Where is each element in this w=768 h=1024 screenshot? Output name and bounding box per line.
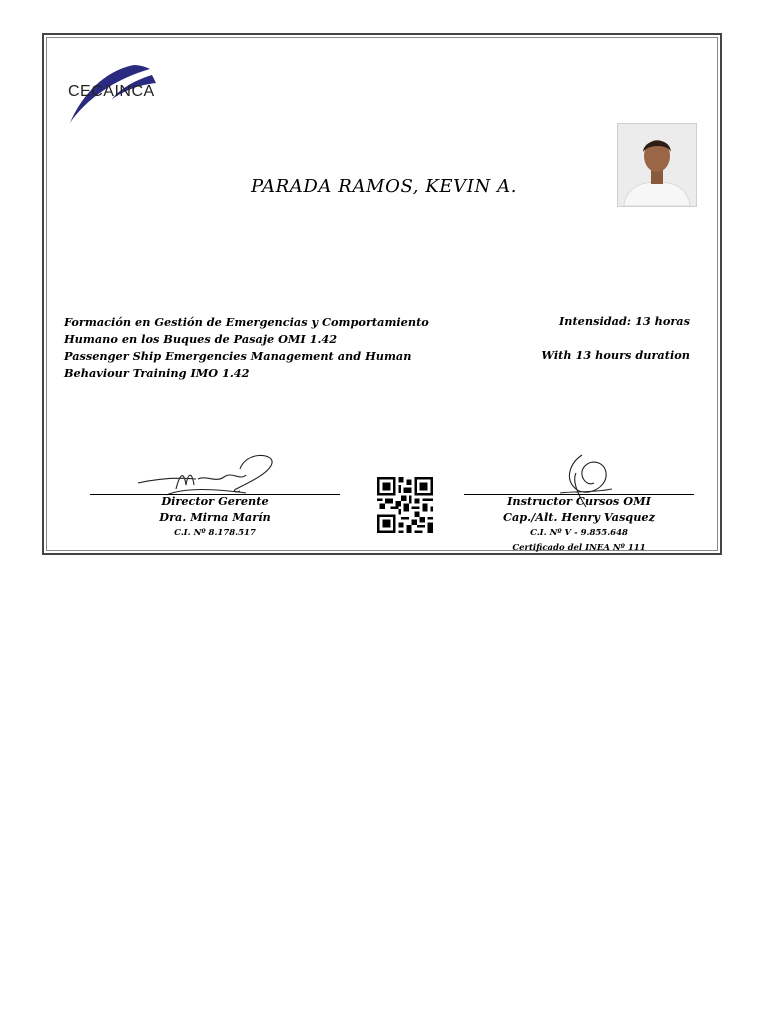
duration-spanish: Intensidad: 13 horas bbox=[558, 314, 690, 328]
course-line-2: Humano en los Buques de Pasaje OMI 1.42 bbox=[64, 332, 338, 346]
director-name: Dra. Mirna Marín bbox=[159, 510, 271, 524]
director-role: Director Gerente bbox=[161, 494, 269, 508]
director-signature-icon bbox=[136, 449, 276, 499]
certificate bbox=[42, 33, 722, 555]
course-line-1: Formación en Gestión de Emergencias y Comportamiento bbox=[64, 315, 429, 329]
instructor-role: Instructor Cursos OMI bbox=[507, 494, 651, 508]
director-ci: C.I. Nº 8.178.517 bbox=[174, 528, 256, 538]
inea-certificate-number: Certificado del INEA Nº 111 bbox=[512, 543, 646, 553]
logo-text: CECAINCA bbox=[68, 83, 155, 100]
holder-name: PARADA RAMOS, KEVIN A. bbox=[250, 176, 518, 197]
duration-english: With 13 hours duration bbox=[541, 348, 690, 362]
course-description bbox=[64, 314, 429, 382]
instructor-name: Cap./Alt. Henry Vasquez bbox=[502, 510, 656, 524]
cecainca-logo bbox=[62, 59, 162, 131]
instructor-signature-block bbox=[464, 493, 694, 554]
course-line-4: Behaviour Training IMO 1.42 bbox=[64, 366, 250, 380]
qr-code-icon bbox=[375, 477, 435, 533]
course-line-3: Passenger Ship Emergencies Management and Human bbox=[64, 349, 412, 363]
instructor-ci: C.I. Nº V - 9.855.648 bbox=[530, 528, 628, 538]
director-signature-block bbox=[90, 493, 340, 542]
